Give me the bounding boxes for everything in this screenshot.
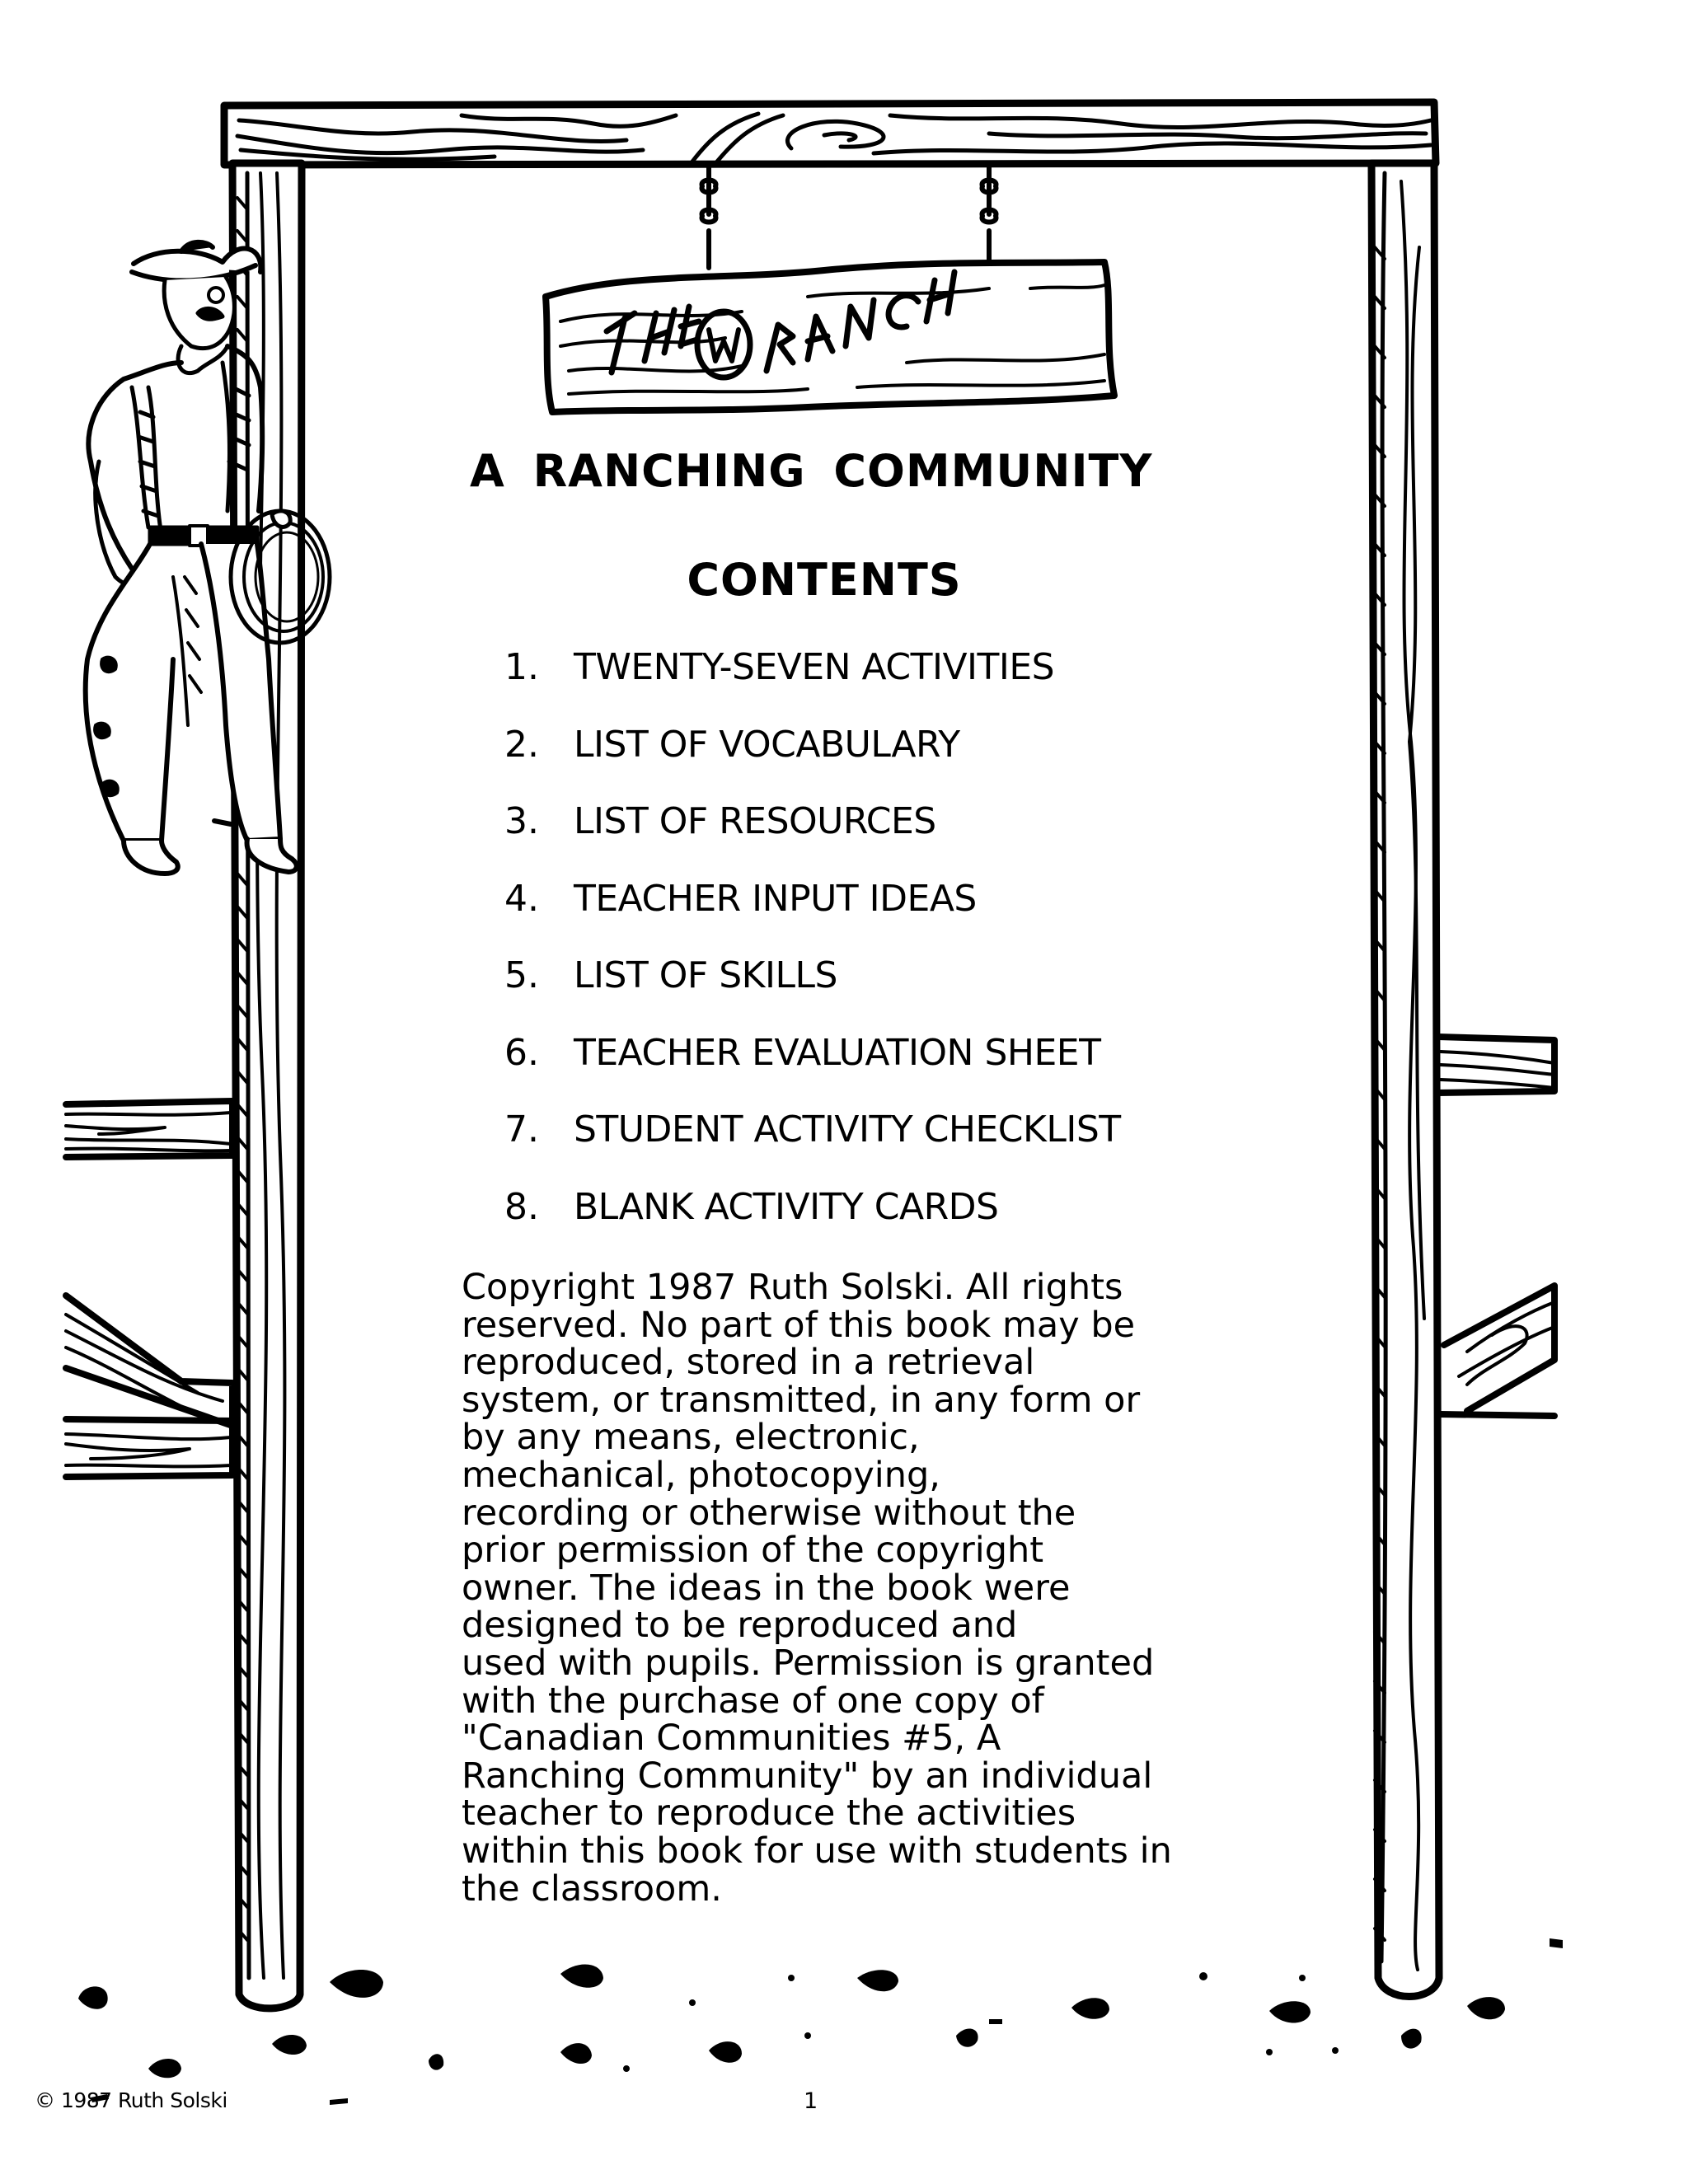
sign-chains xyxy=(702,165,996,268)
copyright-line: system, or transmitted, in any form or xyxy=(462,1379,1141,1421)
toc-item-number: 7. xyxy=(504,1108,539,1151)
copyright-line: recording or otherwise without the xyxy=(462,1492,1076,1534)
toc-item xyxy=(504,1029,1121,1106)
right-gate-post xyxy=(1372,163,1439,1997)
copyright-line: owner. The ideas in the book were xyxy=(462,1567,1071,1609)
toc-item xyxy=(504,797,1121,874)
page-title: A RANCHING COMMUNITY xyxy=(470,445,1153,497)
copyright-line: teacher to reproduce the activities xyxy=(462,1793,1076,1835)
copyright-line: mechanical, photocopying, xyxy=(462,1454,940,1496)
copyright-notice xyxy=(462,1269,1203,1908)
toc-item-number: 8. xyxy=(504,1185,539,1228)
toc-item-number: 4. xyxy=(504,877,539,920)
toc-item-number: 3. xyxy=(504,800,539,842)
toc-item-label: STUDENT ACTIVITY CHECKLIST xyxy=(574,1108,1121,1151)
copyright-line: by any means, electronic, xyxy=(462,1417,920,1459)
toc-item xyxy=(504,951,1121,1029)
toc-item xyxy=(504,1183,1121,1260)
copyright-line: designed to be reproduced and xyxy=(462,1605,1018,1647)
left-fence-rails xyxy=(66,1101,232,1477)
left-gate-post xyxy=(232,163,302,2008)
copyright-line: within this book for use with students in xyxy=(462,1830,1172,1872)
copyright-line: "Canadian Communities #5, A xyxy=(462,1718,1001,1760)
copyright-line: used with pupils. Permission is granted xyxy=(462,1642,1155,1684)
toc-item xyxy=(504,1105,1121,1183)
copyright-line: Copyright 1987 Ruth Solski. All rights xyxy=(462,1267,1123,1308)
toc-item-label: BLANK ACTIVITY CARDS xyxy=(574,1185,999,1228)
copyright-line: reproduced, stored in a retrieval xyxy=(462,1342,1035,1384)
toc-item-label: LIST OF SKILLS xyxy=(574,954,837,996)
footer-copyright: © 1987 Ruth Solski xyxy=(35,2088,227,2112)
toc-item-label: TEACHER INPUT IDEAS xyxy=(574,877,977,920)
toc-item-label: LIST OF VOCABULARY xyxy=(574,723,960,766)
gate-crossbeam xyxy=(224,102,1436,165)
toc-item-number: 5. xyxy=(504,954,539,996)
toc-item-number: 6. xyxy=(504,1031,539,1074)
page-number: 1 xyxy=(804,2088,818,2114)
contents-heading: CONTENTS xyxy=(687,554,962,606)
toc-item xyxy=(504,874,1121,952)
ranch-sign xyxy=(546,262,1114,412)
toc-item xyxy=(504,720,1121,798)
copyright-line: with the purchase of one copy of xyxy=(462,1680,1044,1722)
toc-item-label: TEACHER EVALUATION SHEET xyxy=(574,1031,1101,1074)
right-fence-rails xyxy=(1437,1037,1554,1416)
toc-item-label: LIST OF RESOURCES xyxy=(574,800,936,842)
copyright-line: Ranching Community" by an individual xyxy=(462,1755,1153,1797)
copyright-line: reserved. No part of this book may be xyxy=(462,1304,1136,1346)
copyright-line: prior permission of the copyright xyxy=(462,1530,1044,1572)
table-of-contents xyxy=(504,643,1121,1259)
toc-item-label: TWENTY-SEVEN ACTIVITIES xyxy=(574,646,1055,688)
copyright-line: the classroom. xyxy=(462,1868,722,1910)
toc-item-number: 1. xyxy=(504,646,539,688)
toc-item xyxy=(504,643,1121,720)
toc-item-number: 2. xyxy=(504,723,539,766)
